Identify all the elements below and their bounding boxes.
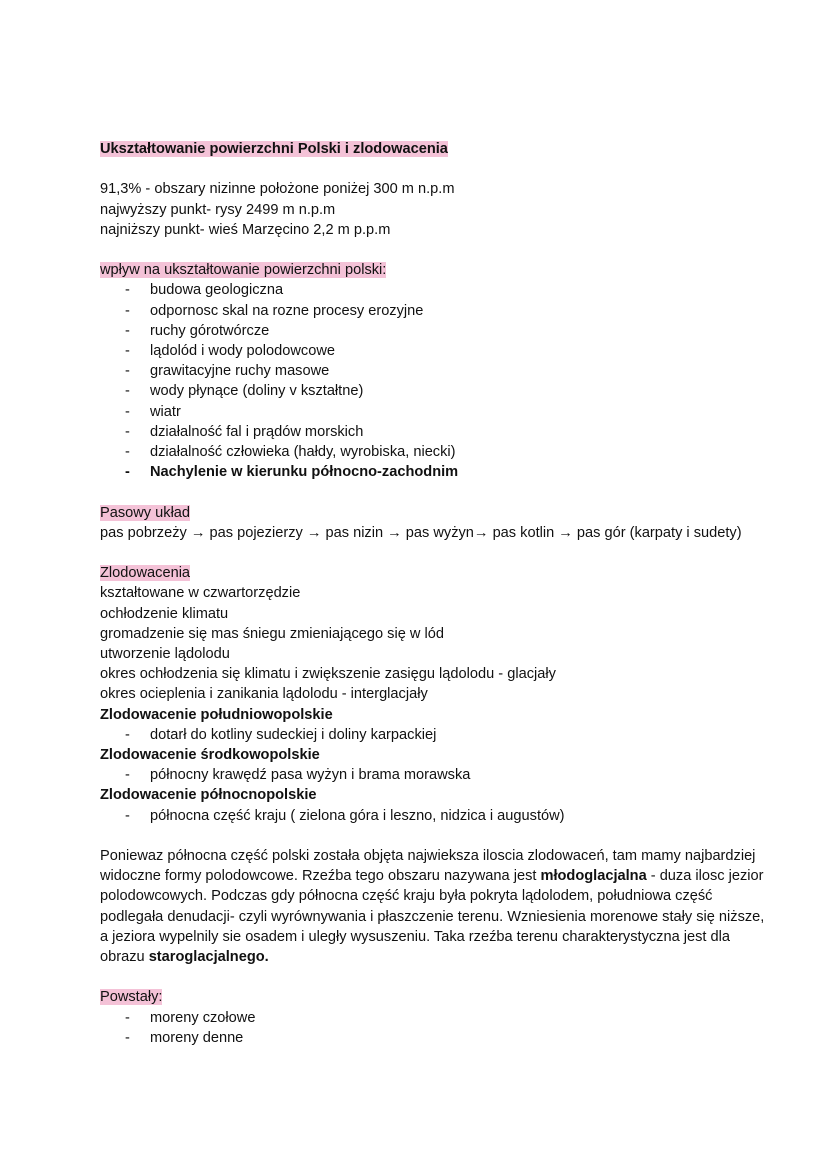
zlodowacenia-line-1: kształtowane w czwartorzędzie <box>100 585 301 602</box>
intro-line-3: najniższy punkt- wieś Marzęcino 2,2 m p.p.m <box>100 221 391 238</box>
list-item: - grawitacyjne ruchy masowe <box>100 361 768 381</box>
zlodowacenia-line-3: gromadzenie się mas śniegu zmieniającego się w lód <box>100 625 444 642</box>
list-item: - moreny czołowe <box>100 1008 768 1028</box>
list-item: - północna część kraju ( zielona góra i leszno, nidzica i augustów) <box>100 806 768 826</box>
glaciation-paragraph <box>100 846 768 967</box>
list-item: - lądolód i wody polodowcowe <box>100 341 768 361</box>
intro-line-1: 91,3% - obszary nizinne położone poniżej 300 m n.p.m <box>100 181 455 198</box>
spacer <box>100 240 768 260</box>
powstaly-list <box>100 1008 768 1048</box>
list-item-bold: - Nachylenie w kierunku północno-zachodnim <box>100 462 768 482</box>
spacer <box>100 967 768 987</box>
influence-list <box>100 280 768 482</box>
paragraph-part-1: Poniewaz północna część polski została objęta najwieksza iloscia zlodowaceń, tam mamy najbardziej widoczne formy polodowcowe. Rzeźba tego obszaru nazywana jest <box>100 848 756 885</box>
list-item: - dotarł do kotliny sudeckiej i doliny karpackiej <box>100 725 768 745</box>
powstaly-heading: Powstały: <box>100 989 163 1006</box>
glaciation-middle-name: Zlodowacenie środkowopolskie <box>100 747 320 764</box>
pasowy-heading-line <box>100 503 768 523</box>
powstaly-heading-line <box>100 987 768 1007</box>
spacer <box>100 482 768 502</box>
title-line <box>100 139 768 159</box>
glaciation-south-name: Zlodowacenie południowopolskie <box>100 706 333 723</box>
spacer <box>100 826 768 846</box>
glaciation-north-list <box>100 806 768 826</box>
list-item: - budowa geologiczna <box>100 280 768 300</box>
zlodowacenia-heading-line <box>100 563 768 583</box>
list-item: - wiatr <box>100 402 768 422</box>
influence-heading-line <box>100 260 768 280</box>
list-item: - północny krawędź pasa wyżyn i brama morawska <box>100 765 768 785</box>
influence-heading: wpływ na ukształtowanie powierzchni polski: <box>100 262 387 279</box>
zlodowacenia-line-2: ochłodzenie klimatu <box>100 605 229 622</box>
zlodowacenia-line-6: okres ocieplenia i zanikania lądolodu - interglacjały <box>100 686 428 703</box>
glaciation-south-list <box>100 725 768 745</box>
glaciation-north-name: Zlodowacenie północnopolskie <box>100 787 317 804</box>
glaciation-middle-list <box>100 765 768 785</box>
paragraph-part-2: - duza ilosc jezior polodowcowych. Podczas gdy północna część kraju była pokryta lądolodem, południowa część podlegała denudacji- czyli wyrównywania i płaszczenie terenu. Wzniesienia morenowe stały się niższe, a jeziora wypelnily sie osadem i uległy wysuszeniu. Taka rzeźba terenu charakterystyczna jest dla obrazu <box>100 868 765 966</box>
intro-line-2: najwyższy punkt- rysy 2499 m n.p.m <box>100 201 336 218</box>
list-item: - działalność człowieka (hałdy, wyrobiska, niecki) <box>100 442 768 462</box>
list-item: - odpornosc skal na rozne procesy erozyjne <box>100 301 768 321</box>
list-item: - moreny denne <box>100 1028 768 1048</box>
spacer <box>100 159 768 179</box>
list-item: - wody płynące (doliny v kształtne) <box>100 381 768 401</box>
zlodowacenia-line-5: okres ochłodzenia się klimatu i zwiększenie zasięgu lądolodu - glacjały <box>100 666 556 683</box>
paragraph-bold-mlodoglacjalna: młodoglacjalna <box>540 868 647 885</box>
pasowy-heading: Pasowy układ <box>100 504 191 521</box>
zlodowacenia-heading: Zlodowacenia <box>100 565 191 582</box>
pasowy-text: pas pobrzeży → pas pojezierzy → pas nizin → pas wyżyn→ pas kotlin → pas gór (karpaty i sudety) <box>100 524 742 541</box>
spacer <box>100 543 768 563</box>
zlodowacenia-line-4: utworzenie lądolodu <box>100 646 230 663</box>
list-item: - ruchy górotwórcze <box>100 321 768 341</box>
document-title: Ukształtowanie powierzchni Polski i zlodowacenia <box>100 141 448 157</box>
paragraph-bold-staroglacjalnego: staroglacjalnego. <box>148 949 269 966</box>
list-item: - działalność fal i prądów morskich <box>100 422 768 442</box>
